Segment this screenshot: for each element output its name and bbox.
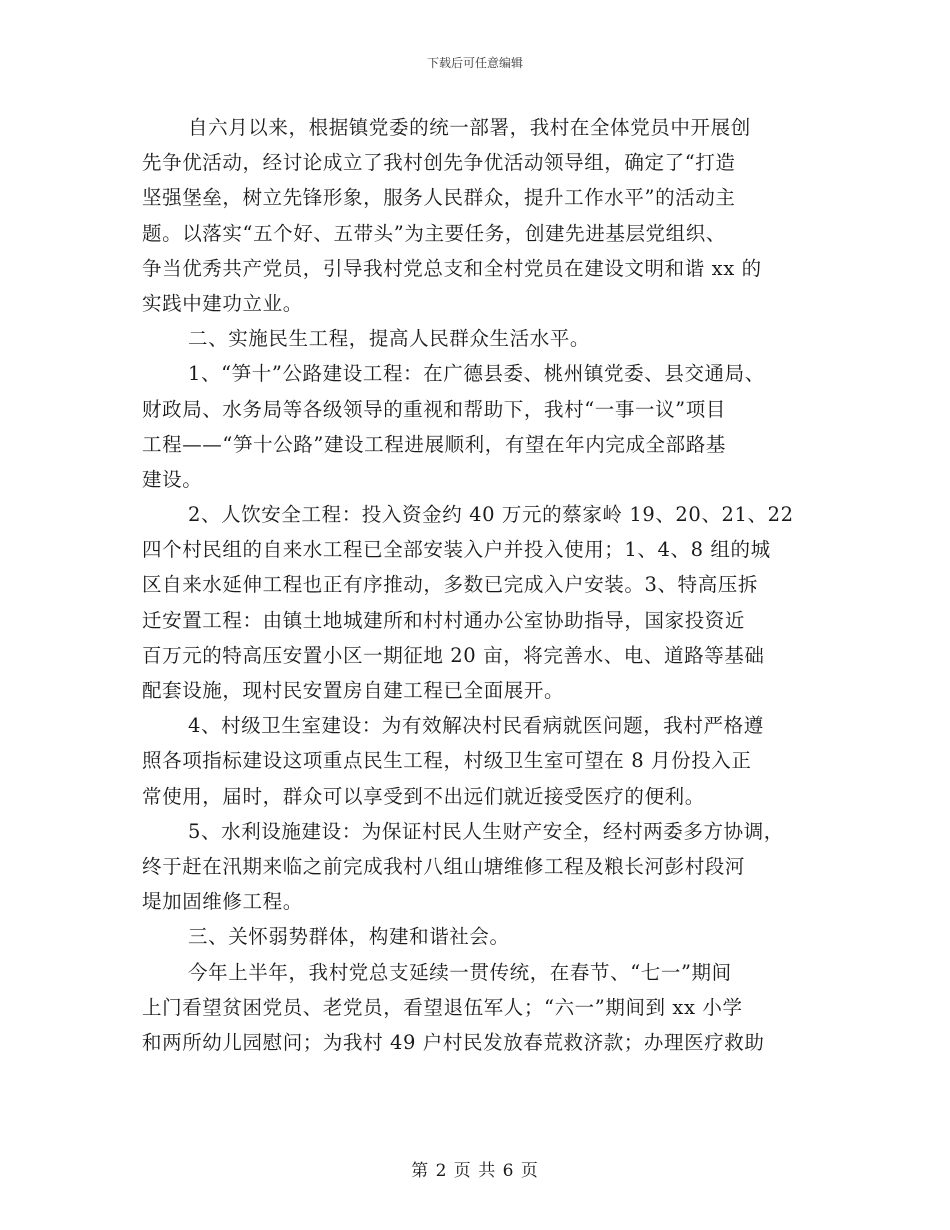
text-line: 百万元的特高压安置小区一期征地 20 亩，将完善水、电、道路等基础 <box>142 643 765 667</box>
document-body <box>142 110 832 1060</box>
text-line: 区自来水延伸工程也正有序推动，多数已完成入户安装。3、特高压拆 <box>142 573 759 597</box>
text-line: 建设。 <box>142 467 203 491</box>
text-line: 配套设施，现村民安置房自建工程已全面展开。 <box>142 679 565 702</box>
text-line: 工程——“笋十公路”建设工程进展顺利，有望在年内完成全部路基 <box>142 432 726 456</box>
section-heading: 三、关怀弱势群体，构建和谐社会。 <box>188 925 510 949</box>
page-footer: 第 2 页 共 6 页 <box>411 1161 539 1181</box>
text-line: 5、水利设施建设：为保证村民人生财产安全，经村两委多方协调， <box>188 819 784 843</box>
text-line: 题。以落实“五个好、五带头”为主要任务，创建先进基层党组织、 <box>142 221 726 245</box>
text-line: 先争优活动，经讨论成立了我村创先争优活动领导组，确定了“打造 <box>142 151 736 175</box>
text-line: 2、人饮安全工程：投入资金约 40 万元的蔡家岭 19、20、21、22 <box>188 503 794 527</box>
text-line: 实践中建功立业。 <box>142 291 303 315</box>
text-line: 迁安置工程：由镇土地城建所和村村通办公室协助指导，国家投资近 <box>142 608 746 632</box>
text-line: 财政局、水务局等各级领导的重视和帮助下，我村“一事一议”项目 <box>142 397 726 421</box>
text-line: 坚强堡垒，树立先锋形象，服务人民群众，提升工作水平”的活动主 <box>142 186 736 210</box>
text-line: 堤加固维修工程。 <box>142 890 303 914</box>
text-line: 照各项指标建设这项重点民生工程，村级卫生室可望在 8 月份投入正 <box>142 749 752 773</box>
text-line: 4、村级卫生室建设：为有效解决村民看病就医问题，我村严格遵 <box>188 714 764 738</box>
section-heading: 二、实施民生工程，提高人民群众生活水平。 <box>188 327 591 351</box>
text-line: 争当优秀共产党员，引导我村党总支和全村党员在建设文明和谐 xx 的 <box>142 256 762 280</box>
text-line: 和两所幼儿园慰问；为我村 49 户村民发放春荒救济款；办理医疗救助 <box>142 1030 765 1054</box>
text-line: 上门看望贫困党员、老党员，看望退伍军人；“六一”期间到 xx 小学 <box>142 995 743 1019</box>
text-line: 四个村民组的自来水工程已全部安装入户并投入使用；1、4、8 组的城 <box>142 538 771 562</box>
page-header: 下载后可任意编辑 <box>426 56 523 70</box>
text-line: 常使用，届时，群众可以享受到不出远们就近接受医疗的便利。 <box>142 784 705 808</box>
text-line: 1、“笋十”公路建设工程：在广德县委、桃州镇党委、县交通局、 <box>188 362 765 386</box>
text-line: 今年上半年，我村党总支延续一贯传统，在春节、“七一”期间 <box>188 960 732 984</box>
text-line: 终于赶在汛期来临之前完成我村八组山塘维修工程及粮长河彭村段河 <box>142 854 746 878</box>
text-line: 自六月以来，根据镇党委的统一部署，我村在全体党员中开展创 <box>188 116 751 139</box>
